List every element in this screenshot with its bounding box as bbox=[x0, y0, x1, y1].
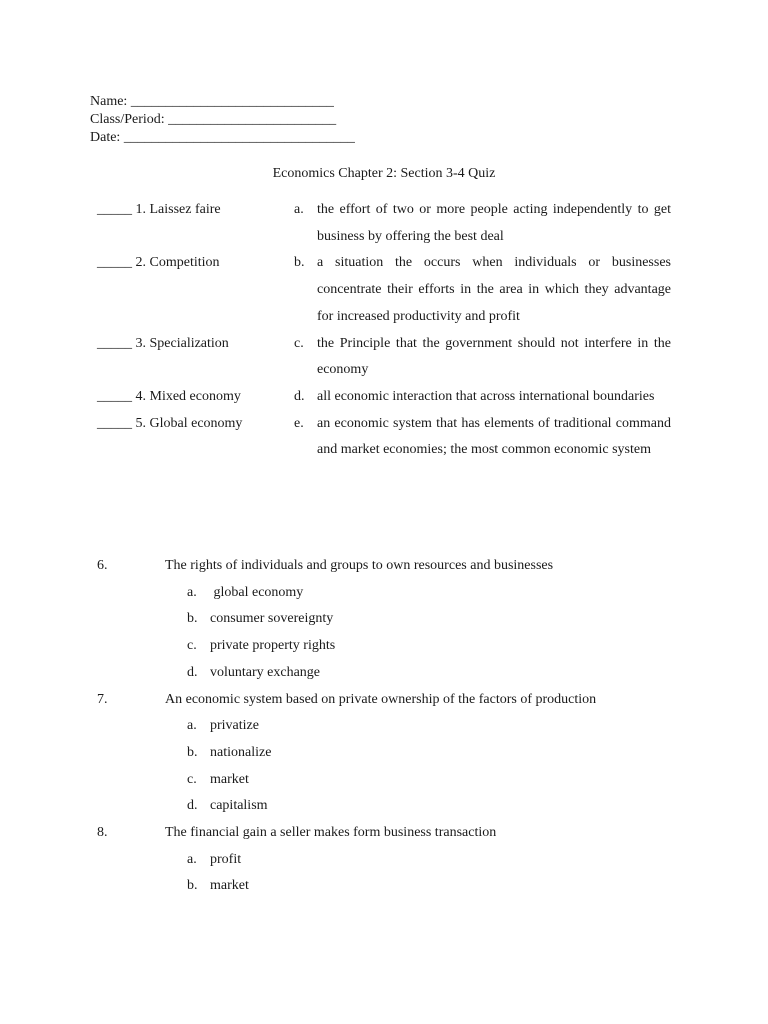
matching-term: _____ 2. Competition bbox=[97, 255, 220, 271]
matching-term: _____ 5. Global economy bbox=[97, 415, 243, 431]
question-number: 8. bbox=[97, 825, 108, 841]
option-text: market bbox=[210, 771, 249, 787]
question-text: The financial gain a seller makes form business transaction bbox=[165, 825, 497, 841]
definition-text: all economic interaction that across international boundaries bbox=[317, 388, 655, 404]
option-letter: b. bbox=[187, 744, 198, 760]
answer-option bbox=[97, 713, 697, 740]
definition-letter: c. bbox=[294, 335, 304, 351]
question bbox=[97, 820, 697, 847]
answer-option bbox=[97, 660, 697, 687]
answer-option bbox=[97, 633, 697, 660]
student-info-header bbox=[90, 93, 355, 147]
matching-term: _____ 1. Laissez faire bbox=[97, 202, 221, 217]
question-text: An economic system based on private ownership of the factors of production bbox=[165, 691, 597, 707]
option-letter: c. bbox=[187, 638, 197, 654]
option-letter: a. bbox=[187, 584, 197, 600]
option-text: market bbox=[210, 878, 249, 894]
option-letter: c. bbox=[187, 771, 197, 787]
answer-option bbox=[97, 873, 697, 900]
option-letter: d. bbox=[187, 664, 198, 680]
option-letter: a. bbox=[187, 718, 197, 734]
question-text: The rights of individuals and groups to own resources and businesses bbox=[165, 558, 554, 573]
option-letter: b. bbox=[187, 878, 198, 894]
question-number: 7. bbox=[97, 691, 108, 707]
option-text: privatize bbox=[210, 718, 259, 734]
option-text: global economy bbox=[210, 584, 304, 600]
matching-item bbox=[97, 331, 671, 384]
definition-text: an economic system that has elements of traditional command and market economies; the most common economic system bbox=[317, 415, 671, 458]
matching-item bbox=[97, 197, 671, 250]
option-text: profit bbox=[210, 851, 242, 867]
question bbox=[97, 553, 697, 580]
option-text: voluntary exchange bbox=[210, 664, 321, 680]
option-text: consumer sovereignty bbox=[210, 611, 334, 627]
option-letter: b. bbox=[187, 611, 198, 627]
answer-option bbox=[97, 740, 697, 767]
question bbox=[97, 687, 697, 714]
multiple-choice-section bbox=[97, 553, 697, 900]
quiz-title: Economics Chapter 2: Section 3-4 Quiz bbox=[272, 166, 496, 181]
option-text: capitalism bbox=[210, 798, 268, 814]
answer-option bbox=[97, 606, 697, 633]
matching-item bbox=[97, 411, 671, 464]
definition-text: the effort of two or more people acting independently to get business by offering the best deal bbox=[317, 202, 671, 244]
definition-text: the Principle that the government should not interfere in the economy bbox=[317, 335, 671, 378]
definition-letter: d. bbox=[294, 388, 305, 404]
option-letter: a. bbox=[187, 851, 197, 867]
option-letter: d. bbox=[187, 798, 198, 814]
matching-item bbox=[97, 250, 671, 330]
answer-option bbox=[97, 847, 697, 874]
name-line: Name: _____________________________ bbox=[90, 94, 334, 109]
matching-term: _____ 4. Mixed economy bbox=[97, 388, 241, 404]
matching-item bbox=[97, 384, 671, 411]
answer-option bbox=[97, 793, 697, 820]
definition-text: a situation the occurs when individuals or businesses concentrate their efforts in the area in which they advantage for increased productivity and profit bbox=[317, 255, 671, 324]
answer-option bbox=[97, 580, 697, 607]
matching-section bbox=[97, 197, 671, 464]
class-period-line: Class/Period: ________________________ bbox=[90, 112, 337, 127]
question-number: 6. bbox=[97, 558, 108, 573]
answer-option bbox=[97, 767, 697, 794]
date-line: Date: _________________________________ bbox=[90, 130, 355, 145]
matching-term: _____ 3. Specialization bbox=[97, 335, 229, 351]
option-text: nationalize bbox=[210, 744, 272, 760]
definition-letter: b. bbox=[294, 255, 305, 271]
definition-letter: a. bbox=[294, 202, 304, 217]
option-text: private property rights bbox=[210, 638, 336, 654]
definition-letter: e. bbox=[294, 415, 304, 431]
